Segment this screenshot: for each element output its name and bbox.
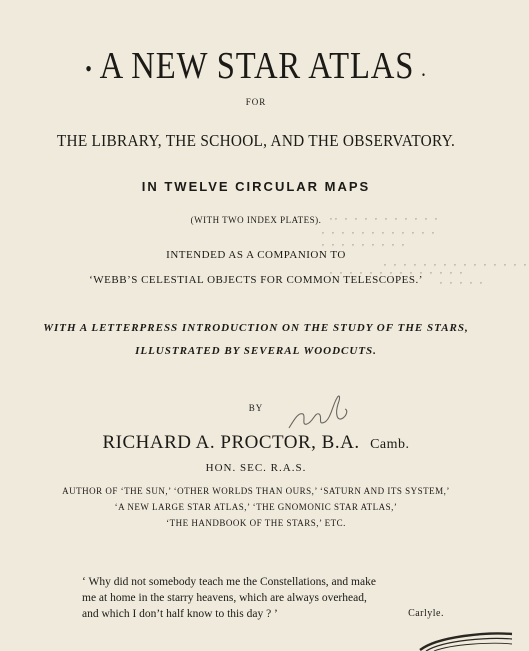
- quote-line-3-text: and which I don’t half know to this day ? ’: [82, 608, 278, 620]
- audience-subtitle: THE LIBRARY, THE SCHOOL, AND THE OBSERVATORY.: [56, 131, 456, 150]
- show-through-marks: ,, , , , , , , , , , ,: [330, 212, 440, 221]
- show-through-marks: , , , , ,: [440, 276, 485, 285]
- epigraph-quote: [82, 574, 444, 622]
- library-stamp-edge: [418, 630, 512, 651]
- author-degree: Camb.: [370, 437, 410, 452]
- by-line: BY: [248, 403, 264, 413]
- plates-subtitle: (WITH TWO INDEX PLATES).: [190, 215, 322, 225]
- handwritten-signature: [285, 392, 355, 434]
- companion-line-1: INTENDED AS A COMPANION TO: [166, 249, 346, 261]
- maps-subtitle: IN TWELVE CIRCULAR MAPS: [141, 179, 371, 194]
- other-works-line-2: ‘A NEW LARGE STAR ATLAS,’ ‘THE GNOMONIC STAR ATLAS,’: [114, 502, 398, 512]
- introduction-line-2: ILLUSTRATED BY SEVERAL WOODCUTS.: [135, 345, 377, 357]
- author-title: HON. SEC. R.A.S.: [205, 462, 307, 474]
- title-ornament-left: •: [85, 56, 93, 82]
- author-name: RICHARD A. PROCTOR, B.A.: [102, 432, 360, 453]
- book-title-text: A NEW STAR ATLAS: [99, 45, 415, 87]
- quote-line-2: me at home in the starry heavens, which are always overhead,: [82, 592, 367, 604]
- quote-attribution: Carlyle.: [408, 608, 444, 619]
- show-through-marks: , , , , , , , , ,: [322, 238, 407, 247]
- show-through-marks: , , , , , , , , , , , , , , ,: [384, 258, 529, 267]
- quote-line-1: ‘ Why did not somebody teach me the Constellations, and make: [82, 576, 376, 588]
- show-through-marks: , , , , , , , , , , , , , ,: [330, 266, 465, 275]
- quote-line-3: [82, 606, 444, 622]
- companion-line-2: ‘WEBB’S CELESTIAL OBJECTS FOR COMMON TELESCOPES.’: [89, 274, 423, 286]
- for-line: FOR: [245, 97, 267, 107]
- title-ornament-right: .: [421, 56, 427, 82]
- book-title: [36, 44, 476, 88]
- introduction-line-1: WITH A LETTERPRESS INTRODUCTION ON THE STUDY OF THE STARS,: [43, 322, 469, 334]
- other-works-line-3: ‘THE HANDBOOK OF THE STARS,’ ETC.: [166, 518, 346, 528]
- author-line: [0, 432, 512, 454]
- other-works-line-1: AUTHOR OF ‘THE SUN,’ ‘OTHER WORLDS THAN OURS,’ ‘SATURN AND ITS SYSTEM,’: [62, 486, 450, 496]
- show-through-marks: , , , , , , , , , , , ,: [322, 226, 437, 235]
